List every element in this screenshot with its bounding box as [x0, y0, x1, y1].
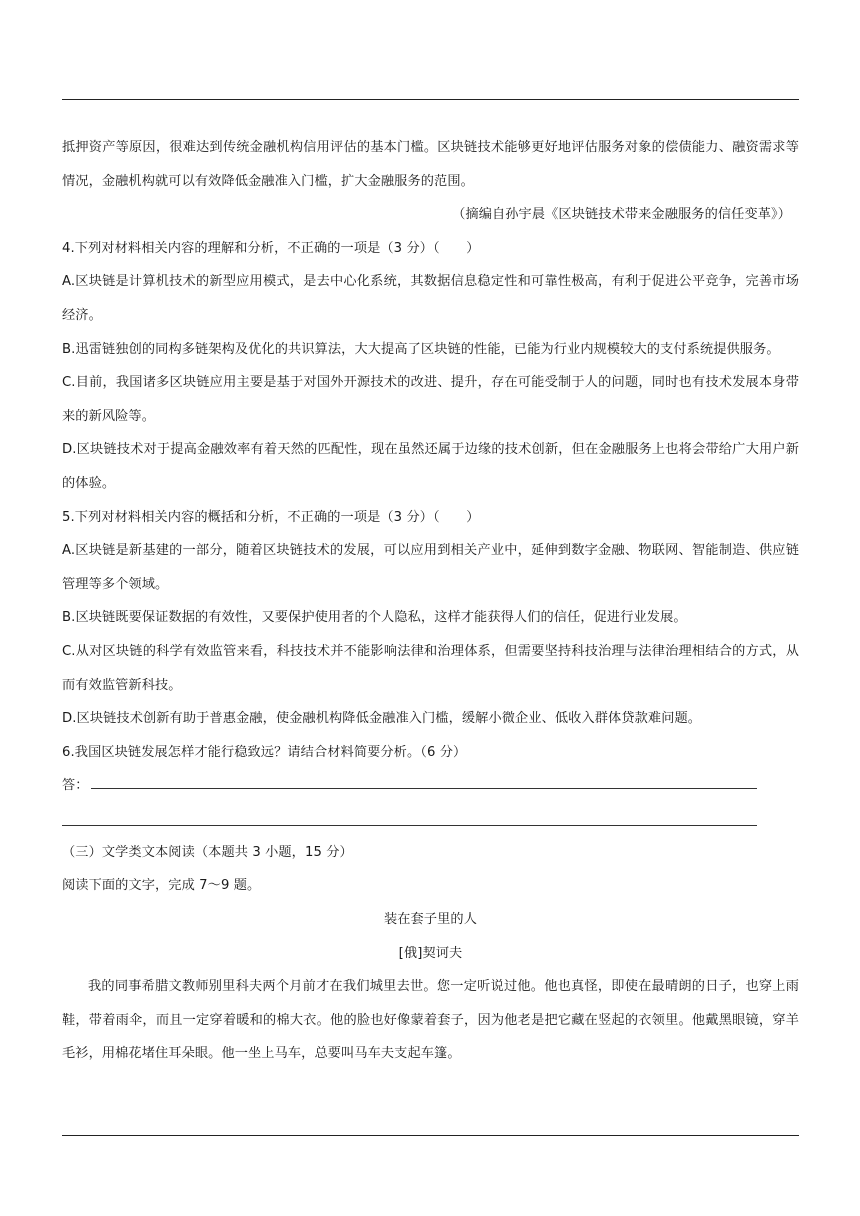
material-source: （摘编自孙宇晨《区块链技术带来金融服务的信任变革》）: [452, 207, 791, 223]
section-3-instruction: 阅读下面的文字，完成 7～9 题。: [62, 878, 261, 894]
section-3-heading: （三）文学类文本阅读（本题共 3 小题，15 分）: [62, 844, 353, 860]
header-rule: [62, 99, 799, 100]
question-5-stem: 5.下列对材料相关内容的概括和分析，不正确的一项是（3 分）（ ）: [62, 509, 480, 525]
answer-line-2[interactable]: [62, 803, 757, 826]
answer-label: 答：: [62, 778, 89, 794]
story-paragraph: 我的同事希腊文教师别里科夫两个月前才在我们城里去世。您一定听说过他。他也真怪，即使在最晴朗的日子，也穿上雨鞋，带着雨伞，而且一定穿着暖和的棉大衣。他的脸也好像蒙着套子，因为他老是把它藏在竖起的衣领里。他戴黑眼镜，穿羊毛衫，用棉花堵住耳朵眼。他一坐上马车，总要叫马车夫支起车篷。: [62, 979, 799, 1062]
question-4-option-a: A.区块链是计算机技术的新型应用模式，是去中心化系统，其数据信息稳定性和可靠性极高，有利于促进公平竞争，完善市场经济。: [62, 274, 799, 323]
question-4-option-b: B.迅雷链独创的同构多链架构及优化的共识算法，大大提高了区块链的性能，已能为行业内规模较大的支付系统提供服务。: [62, 341, 780, 357]
question-5-option-a: A.区块链是新基建的一部分，随着区块链技术的发展，可以应用到相关产业中，延伸到数字金融、物联网、智能制造、供应链管理等多个领域。: [62, 543, 799, 592]
footer-rule: [62, 1135, 799, 1136]
story-title: 装在套子里的人: [383, 912, 477, 928]
material-paragraph: 抵押资产等原因，很难达到传统金融机构信用评估的基本门槛。区块链技术能够更好地评估服务对象的偿债能力、融资需求等情况，金融机构就可以有效降低金融准入门槛，扩大金融服务的范围。: [62, 140, 799, 189]
question-6-stem: 6.我国区块链发展怎样才能行稳致远？请结合材料简要分析。（6 分）: [62, 744, 467, 760]
question-5-option-c: C.从对区块链的科学有效监管来看，科技技术并不能影响法律和治理体系，但需要坚持科技治理与法律治理相结合的方式，从而有效监管新科技。: [62, 643, 799, 693]
question-4-stem: 4.下列对材料相关内容的理解和分析，不正确的一项是（3 分）（ ）: [62, 240, 480, 256]
answer-row: [62, 769, 799, 803]
page-content: [62, 131, 799, 1071]
story-author: [俄]契诃夫: [398, 945, 463, 961]
question-4-option-c: C.目前，我国诸多区块链应用主要是基于对国外开源技术的改进、提升，存在可能受制于人的问题，同时也有技术发展本身带来的新风险等。: [62, 375, 799, 424]
question-5-option-d: D.区块链技术创新有助于普惠金融，使金融机构降低金融准入门槛，缓解小微企业、低收入群体贷款难问题。: [62, 711, 702, 727]
answer-line[interactable]: [91, 772, 757, 789]
question-5-option-b: B.区块链既要保证数据的有效性，又要保护使用者的个人隐私，这样才能获得人们的信任，促进行业发展。: [62, 610, 687, 626]
question-4-option-d: D.区块链技术对于提高金融效率有着天然的匹配性，现在虽然还属于边缘的技术创新，但在金融服务上也将会带给广大用户新的体验。: [62, 442, 799, 491]
